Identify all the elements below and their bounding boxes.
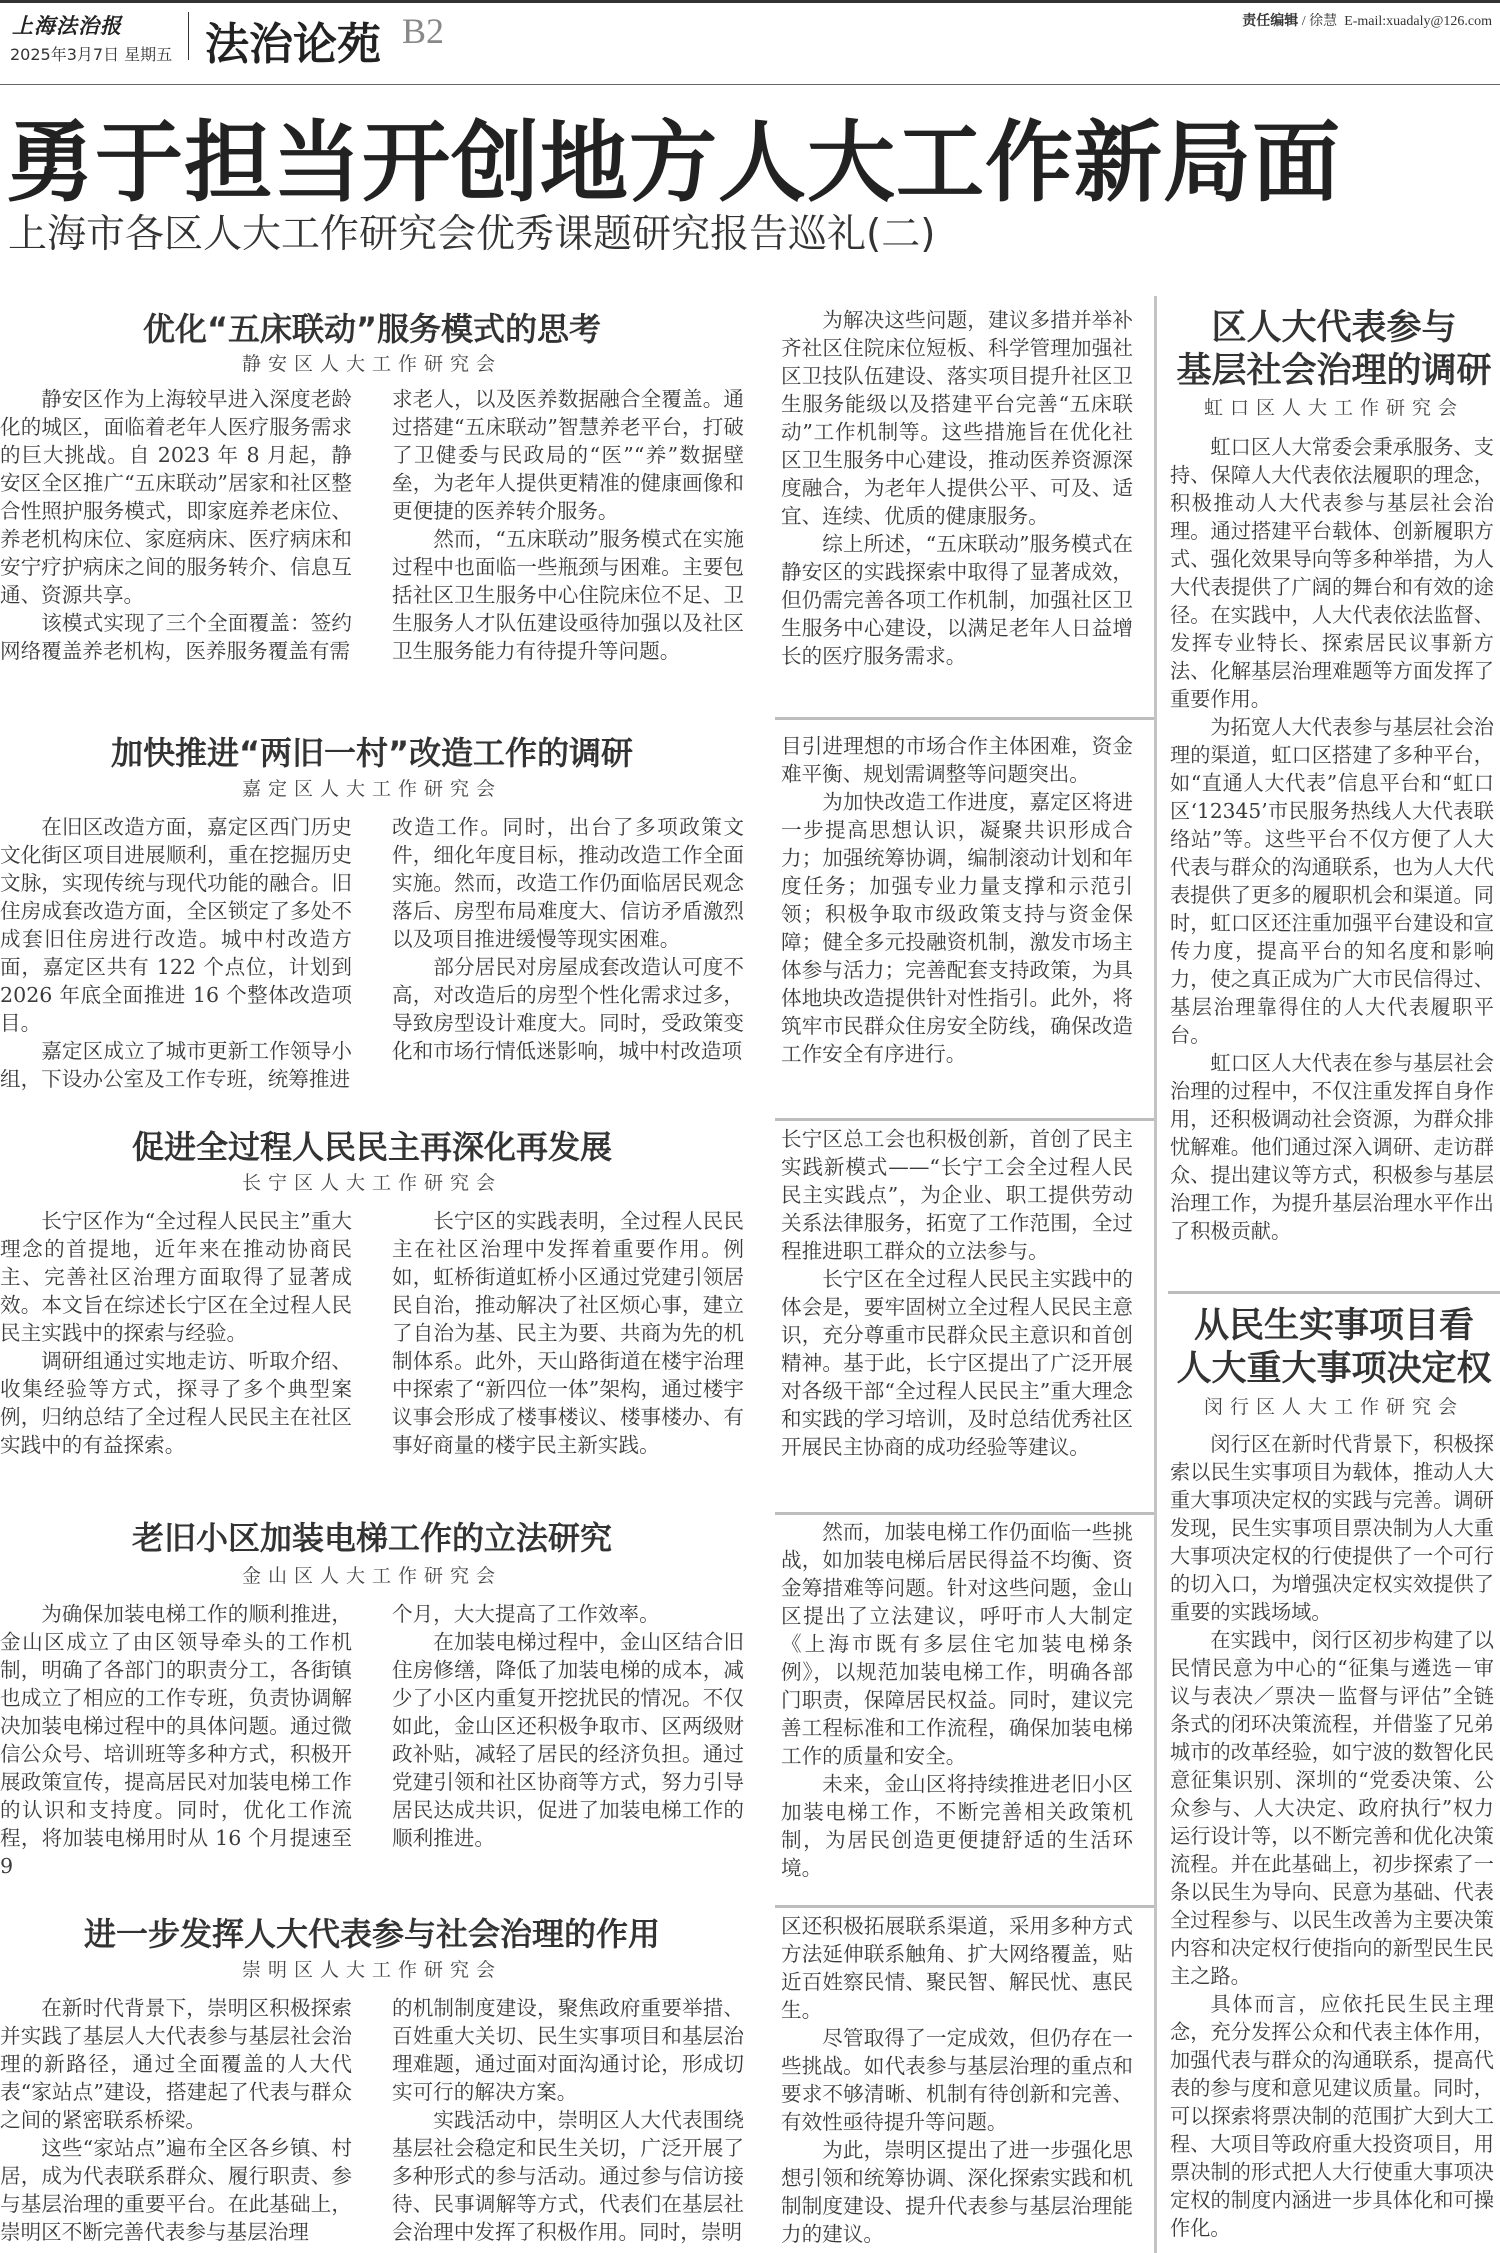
paragraph: 虹口区人大代表在参与基层社会治理的过程中，不仅注重发挥自身作用，还积极调动社会资源，为群众排忧解难。他们通过深入调研、走访群众、提出建议等方式，积极参与基层治理工作，为提升基层治理水平作出了积极贡献。 — [1170, 1051, 1494, 1243]
article-column — [392, 1994, 744, 2246]
article-byline: 崇明区人大工作研究会 — [241, 1959, 502, 1981]
editor-label: 责任编辑 — [1242, 13, 1299, 29]
paragraph: 该模式实现了三个全面覆盖：签约网络覆盖养老机构，医养服务覆盖有需 — [0, 611, 352, 663]
page-headline: 勇于担当开创地方人大工作新局面 — [6, 110, 1342, 214]
article-separator — [775, 717, 1154, 720]
article-title: 优化“五床联动”服务模式的思考 — [142, 310, 602, 348]
article-title: 加快推进“两旧一村”改造工作的调研 — [110, 734, 634, 772]
article-column — [392, 1600, 744, 1852]
paragraph: 改造工作。同时，出台了多项政策文件，细化年度目标，推动改造工作全面实施。然而，改造工作仍面临居民观念落后、房型布局难度大、信访矛盾激烈以及项目推进缓慢等现实困难。 — [392, 815, 744, 951]
paragraph: 这些“家站点”遍布全区各乡镇、村居，成为代表联系群众、履行职责、参与基层治理的重要平台。在此基础上，崇明区不断完善代表参与基层治理 — [0, 2136, 352, 2244]
column-divider — [1154, 296, 1157, 2253]
paragraph: 求老人，以及医养数据融合全覆盖。通过搭建“五床联动”智慧养老平台，打破了卫健委与民政局的“医”“养”数据壁垒，为老年人提供更精准的健康画像和更便捷的医养转介服务。 — [392, 387, 744, 523]
editor-info — [1242, 10, 1492, 30]
paragraph: 具体而言，应依托民生民主理念，充分发挥公众和代表主体作用，加强代表与群众的沟通联系，提高代表的参与度和意见建议质量。同时，可以探索将票决制的范围扩大到大工程、大项目等政府重大投资项目，用票决制的形式把人大行使重大事项决定权的制度内涵进一步具体化和可操作化。 — [1170, 1992, 1494, 2240]
paragraph: 为此，崇明区提出了进一步强化思想引领和统筹协调、深化探索实践和机制制度建设、提升代表参与基层治理能力的建议。 — [781, 2138, 1133, 2246]
article-column — [0, 1207, 352, 1459]
article-column — [1170, 1430, 1494, 2242]
paragraph: 个月，大大提高了工作效率。 — [392, 1602, 660, 1626]
article-byline: 虹口区人大工作研究会 — [1203, 397, 1464, 419]
article-title: 老旧小区加装电梯工作的立法研究 — [131, 1519, 612, 1557]
editor-name: / 徐慧 — [1298, 14, 1338, 29]
masthead-rule — [0, 84, 1500, 85]
paragraph: 静安区作为上海较早进入深度老龄化的城区，面临着老年人医疗服务需求的巨大挑战。自 2023 年 8 月起，静安区全区推广“五床联动”居家和社区整合性照护服务模式，即家庭养老床位、养老机构床位、家庭病床、医疗病床和安宁疗护病床之间的服务转介、信息互通、资源共享。 — [0, 387, 352, 607]
issue-date: 2025年3月7日 星期五 — [10, 45, 173, 64]
article-byline: 静安区人大工作研究会 — [241, 353, 502, 375]
article-column — [0, 1994, 352, 2246]
paragraph: 在加装电梯过程中，金山区结合旧住房修缮，降低了加装电梯的成本，减少了小区内重复开挖扰民的情况。不仅如此，金山区还积极争取市、区两级财政补贴，减轻了居民的经济负担。通过党建引领和社区协商等方式，努力引导居民达成共识，促进了加装电梯工作的顺利推进。 — [392, 1630, 744, 1850]
page-number: B2 — [402, 11, 445, 51]
article-title-line: 从民生实事项目看 — [1193, 1306, 1474, 1346]
article-byline: 闵行区人大工作研究会 — [1203, 1396, 1464, 1418]
article-column — [0, 813, 352, 1093]
paragraph: 为拓宽人大代表参与基层社会治理的渠道，虹口区搭建了多种平台，如“直通人大代表”信息平台和“虹口区‘12345’市民服务热线人大代表联络站”等。这些平台不仅方便了人大代表与群众的沟通联系，也为人大代表提供了更多的履职机会和渠道。同时，虹口区还注重加强平台建设和宣传力度，提高平台的知名度和影响力，使之真正成为广大市民信得过、基层治理靠得住的人大代表履职平台。 — [1170, 715, 1494, 1047]
top-border — [0, 0, 1500, 3]
article-separator — [775, 1512, 1154, 1515]
masthead-divider — [188, 12, 189, 60]
paragraph: 调研组通过实地走访、听取介绍、收集经验等方式，探寻了多个典型案例，归纳总结了全过程人民民主在社区实践中的有益探索。 — [0, 1349, 352, 1457]
article-column — [0, 385, 352, 665]
paragraph: 嘉定区成立了城市更新工作领导小组，下设办公室及工作专班，统筹推进 — [0, 1039, 352, 1091]
paragraph: 尽管取得了一定成效，但仍存在一些挑战。如代表参与基层治理的重点和要求不够清晰、机制有待创新和完善、有效性亟待提升等问题。 — [781, 2026, 1133, 2134]
paragraph: 目引进理想的市场合作主体困难，资金难平衡、规划需调整等问题突出。 — [781, 734, 1133, 786]
paragraph: 闵行区在新时代背景下，积极探索以民生实事项目为载体，推动人大重大事项决定权的实践与完善。调研发现，民生实事项目票决制为人大重大事项决定权的行使提供了一个可行的切入口，为增强决定权实效提供了重要的实践场域。 — [1170, 1432, 1494, 1624]
paragraph: 然而，“五床联动”服务模式在实施过程中也面临一些瓶颈与困难。主要包括社区卫生服务中心住院床位不足、卫生服务人才队伍建设亟待加强以及社区卫生服务能力有待提升等问题。 — [392, 527, 744, 663]
article-title-line: 人大重大事项决定权 — [1176, 1349, 1492, 1389]
article-column — [1170, 433, 1494, 1245]
article-separator — [1168, 1291, 1500, 1294]
paragraph: 在新时代背景下，崇明区积极探索并实践了基层人大代表参与基层社会治理的新路径，通过全面覆盖的人大代表“家站点”建设，搭建起了代表与群众之间的紧密联系桥梁。 — [0, 1996, 352, 2132]
article-title-line: 基层社会治理的调研 — [1176, 351, 1492, 391]
paragraph: 实践活动中，崇明区人大代表围绕基层社会稳定和民生关切，广泛开展了多种形式的参与活动。通过参与信访接待、民事调解等方式，代表们在基层社会治理中发挥了积极作用。同时，崇明 — [392, 2108, 744, 2244]
paragraph: 为加快改造工作进度，嘉定区将进一步提高思想认识，凝聚共识形成合力；加强统筹协调，编制滚动计划和年度任务；加强专业力量支撑和示范引领；积极争取市级政策支持与资金保障；健全多元投融资机制，激发市场主体参与活力；完善配套支持政策，为具体地块改造提供针对性指引。此外，将筑牢市民群众住房安全防线，确保改造工作安全有序进行。 — [781, 790, 1133, 1066]
article-column — [781, 1125, 1133, 1461]
paragraph: 区还积极拓展联系渠道，采用多种方式方法延伸联系触角、扩大网络覆盖，贴近百姓察民情、聚民智、解民忧、惠民生。 — [781, 1914, 1133, 2022]
paragraph: 长宁区在全过程人民民主实践中的体会是，要牢固树立全过程人民民主意识，充分尊重市民群众民主意识和首创精神。基于此，长宁区提出了广泛开展对各级干部“全过程人民民主”重大理念和实践的学习培训，及时总结优秀社区开展民主协商的成功经验等建议。 — [781, 1267, 1133, 1459]
paragraph: 长宁区的实践表明，全过程人民民主在社区治理中发挥着重要作用。例如，虹桥街道虹桥小区通过党建引领居民自治，推动解决了社区烦心事，建立了自治为基、民主为要、共商为先的机制体系。此外，天山路街道在楼宇治理中探索了“新四位一体”架构，通过楼宇议事会形成了楼事楼议、楼事楼办、有事好商量的楼宇民主新实践。 — [392, 1209, 744, 1457]
article-title: 进一步发挥人大代表参与社会治理的作用 — [83, 1915, 660, 1953]
article-byline: 嘉定区人大工作研究会 — [241, 778, 502, 800]
article-byline: 金山区人大工作研究会 — [241, 1565, 502, 1587]
article-title: 促进全过程人民民主再深化再发展 — [131, 1128, 612, 1166]
paragraph: 未来，金山区将持续推进老旧小区加装电梯工作，不断完善相关政策机制，为居民创造更便捷舒适的生活环境。 — [781, 1772, 1133, 1880]
article-column — [781, 306, 1133, 670]
article-title — [1168, 1305, 1500, 1391]
paragraph: 部分居民对房屋成套改造认可度不高，对改造后的房型个性化需求过多，导致房型设计难度大。同时，受政策变化和市场行情低迷影响，城中村改造项 — [392, 955, 744, 1063]
article-separator — [775, 1118, 1154, 1121]
paragraph: 长宁区总工会也积极创新，首创了民主实践新模式——“长宁工会全过程人民民主实践点”，为企业、职工提供劳动关系法律服务，拓宽了工作范围，全过程推进职工群众的立法参与。 — [781, 1127, 1133, 1263]
paragraph: 为确保加装电梯工作的顺利推进，金山区成立了由区领导牵头的工作机制，明确了各部门的职责分工，各街镇也成立了相应的工作专班，负责协调解决加装电梯过程中的具体问题。通过微信公众号、培训班等多种方式，积极开展政策宣传，提高居民对加装电梯工作的认识和支持度。同时，优化工作流程，将加装电梯用时从 16 个月提速至 9 — [0, 1602, 352, 1878]
page-subheadline: 上海市各区人大工作研究会优秀课题研究报告巡礼(二) — [8, 212, 936, 257]
article-title-line: 区人大代表参与 — [1211, 308, 1457, 348]
section-name: 法治论苑 — [205, 19, 381, 70]
article-column — [392, 385, 744, 665]
article-column — [392, 1207, 744, 1459]
paragraph: 为解决这些问题，建议多措并举补齐社区住院床位短板、科学管理加强社区卫技队伍建设、落实项目提升社区卫生服务能级以及搭建平台完善“五床联动”工作机制等。这些措施旨在优化社区卫生服务中心建设，推动医养资源深度融合，为老年人提供公平、可及、适宜、连续、优质的健康服务。 — [781, 308, 1133, 528]
paragraph: 在实践中，闵行区初步构建了以民情民意为中心的“征集与遴选－审议与表决／票决－监督与评估”全链条式的闭环决策流程，并借鉴了兄弟城市的改革经验，如宁波的数智化民意征集识别、深圳的“党委决策、公众参与、人大决定、政府执行”权力运行设计等，以不断完善和优化决策流程。并在此基础上，初步探索了一条以民生为导向、民意为基础、代表全过程参与、以民生改善为主要决策内容和决定权行使指向的新型民生民主之路。 — [1170, 1628, 1494, 1988]
newspaper-logo: 上海法治报 — [12, 13, 122, 38]
article-column — [781, 1912, 1133, 2248]
paragraph: 虹口区人大常委会秉承服务、支持、保障人大代表依法履职的理念，积极推动人大代表参与基层社会治理。通过搭建平台载体、创新履职方式、强化效果导向等多种举措，为人大代表提供了广阔的舞台和有效的途径。在实践中，人大代表依法监督、发挥专业特长、探索居民议事新方法、化解基层治理难题等方面发挥了重要作用。 — [1170, 435, 1494, 711]
paragraph: 的机制制度建设，聚焦政府重要举措、百姓重大关切、民生实事项目和基层治理难题，通过面对面沟通讨论，形成切实可行的解决方案。 — [392, 1996, 744, 2104]
article-column — [781, 1518, 1133, 1882]
article-separator — [775, 1905, 1154, 1908]
paragraph: 然而，加装电梯工作仍面临一些挑战，如加装电梯后居民得益不均衡、资金筹措难等问题。针对这些问题，金山区提出了立法建议，呼吁市人大制定《上海市既有多层住宅加装电梯条例》，以规范加装电梯工作，明确各部门职责，保障居民权益。同时，建议完善工程标准和工作流程，确保加装电梯工作的质量和安全。 — [781, 1520, 1133, 1768]
editor-email[interactable]: E-mail:xuadaly@126.com — [1344, 14, 1492, 29]
paragraph: 综上所述，“五床联动”服务模式在静安区的实践探索中取得了显著成效，但仍需完善各项工作机制，加强社区卫生服务中心建设，以满足老年人日益增长的医疗服务需求。 — [781, 532, 1133, 668]
article-column — [0, 1600, 352, 1880]
article-column — [781, 732, 1133, 1068]
article-column — [392, 813, 744, 1065]
article-byline: 长宁区人大工作研究会 — [241, 1172, 502, 1194]
article-title — [1168, 307, 1500, 393]
paragraph: 长宁区作为“全过程人民民主”重大理念的首提地，近年来在推动协商民主、完善社区治理方面取得了显著成效。本文旨在综述长宁区在全过程人民民主实践中的探索与经验。 — [0, 1209, 352, 1345]
paragraph: 在旧区改造方面，嘉定区西门历史文化街区项目进展顺利，重在挖掘历史文脉，实现传统与现代功能的融合。旧住房成套改造方面，全区锁定了多处不成套旧住房进行改造。城中村改造方面，嘉定区共有 122 个点位，计划到 2026 年底全面推进 16 个整体改造项目。 — [0, 815, 352, 1035]
